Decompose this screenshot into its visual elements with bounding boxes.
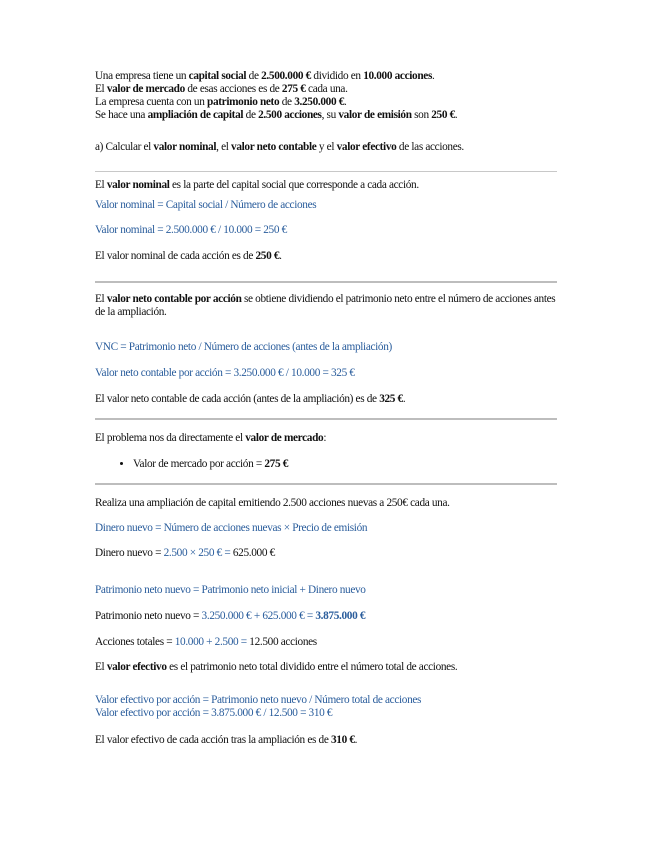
- efectivo-definition: El valor efectivo es el patrimonio neto total dividido entre el número total de acciones.: [95, 661, 458, 673]
- question-text: a) Calcular el valor nominal, el valor neto contable y el valor efectivo de las acciones.: [95, 141, 464, 153]
- vnc-calculation: Valor neto contable por acción = 3.250.000 € / 10.000 = 325 €: [95, 367, 355, 379]
- efectivo-calculation: Valor efectivo por acción = 3.875.000 € / 12.500 = 310 €: [95, 707, 333, 719]
- vnc-formula: VNC = Patrimonio neto / Número de acciones (antes de la ampliación): [95, 341, 392, 353]
- intro-line-1: Una empresa tiene un capital social de 2.500.000 € dividido en 10.000 acciones.: [95, 70, 435, 82]
- mercado-intro: El problema nos da directamente el valor de mercado:: [95, 432, 327, 444]
- divider: [95, 483, 557, 485]
- divider: [95, 281, 557, 283]
- list-item: • Valor de mercado por acción = 275 €: [133, 458, 565, 471]
- nominal-definition: El valor nominal es la parte del capital social que corresponde a cada acción.: [95, 179, 419, 191]
- mercado-list: [95, 458, 565, 471]
- intro-line-4: Se hace una ampliación de capital de 2.500 acciones, su valor de emisión son 250 €.: [95, 109, 458, 121]
- patrimonio-formula: Patrimonio neto nuevo = Patrimonio neto inicial + Dinero nuevo: [95, 584, 366, 596]
- dinero-formula: Dinero nuevo = Número de acciones nuevas × Precio de emisión: [95, 522, 368, 534]
- efectivo-result: El valor efectivo de cada acción tras la ampliación es de 310 €.: [95, 734, 358, 746]
- acciones-totales: Acciones totales = 10.000 + 2.500 = 12.500 acciones: [95, 636, 317, 648]
- intro-line-3: La empresa cuenta con un patrimonio neto de 3.250.000 €.: [95, 96, 347, 108]
- nominal-formula: Valor nominal = Capital social / Número de acciones: [95, 199, 317, 211]
- vnc-result: El valor neto contable de cada acción (antes de la ampliación) es de 325 €.: [95, 393, 406, 405]
- divider: [95, 418, 557, 420]
- divider: [95, 171, 557, 172]
- efectivo-formula: Valor efectivo por acción = Patrimonio neto nuevo / Número total de acciones: [95, 694, 422, 706]
- efectivo-intro: Realiza una ampliación de capital emitiendo 2.500 acciones nuevas a 250€ cada una.: [95, 497, 450, 509]
- nominal-calculation: Valor nominal = 2.500.000 € / 10.000 = 250 €: [95, 224, 287, 236]
- problem-statement: [95, 70, 565, 122]
- nominal-result: El valor nominal de cada acción es de 250 €.: [95, 250, 282, 262]
- vnc-definition: El valor neto contable por acción se obtiene dividiendo el patrimonio neto entre el número de acciones antes de la ampliación.: [95, 293, 556, 318]
- patrimonio-calculation: Patrimonio neto nuevo = 3.250.000 € + 625.000 € = 3.875.000 €: [95, 610, 366, 622]
- intro-line-2: El valor de mercado de esas acciones es de 275 € cada una.: [95, 83, 348, 95]
- dinero-calculation: Dinero nuevo = 2.500 × 250 € = 625.000 €: [95, 547, 275, 559]
